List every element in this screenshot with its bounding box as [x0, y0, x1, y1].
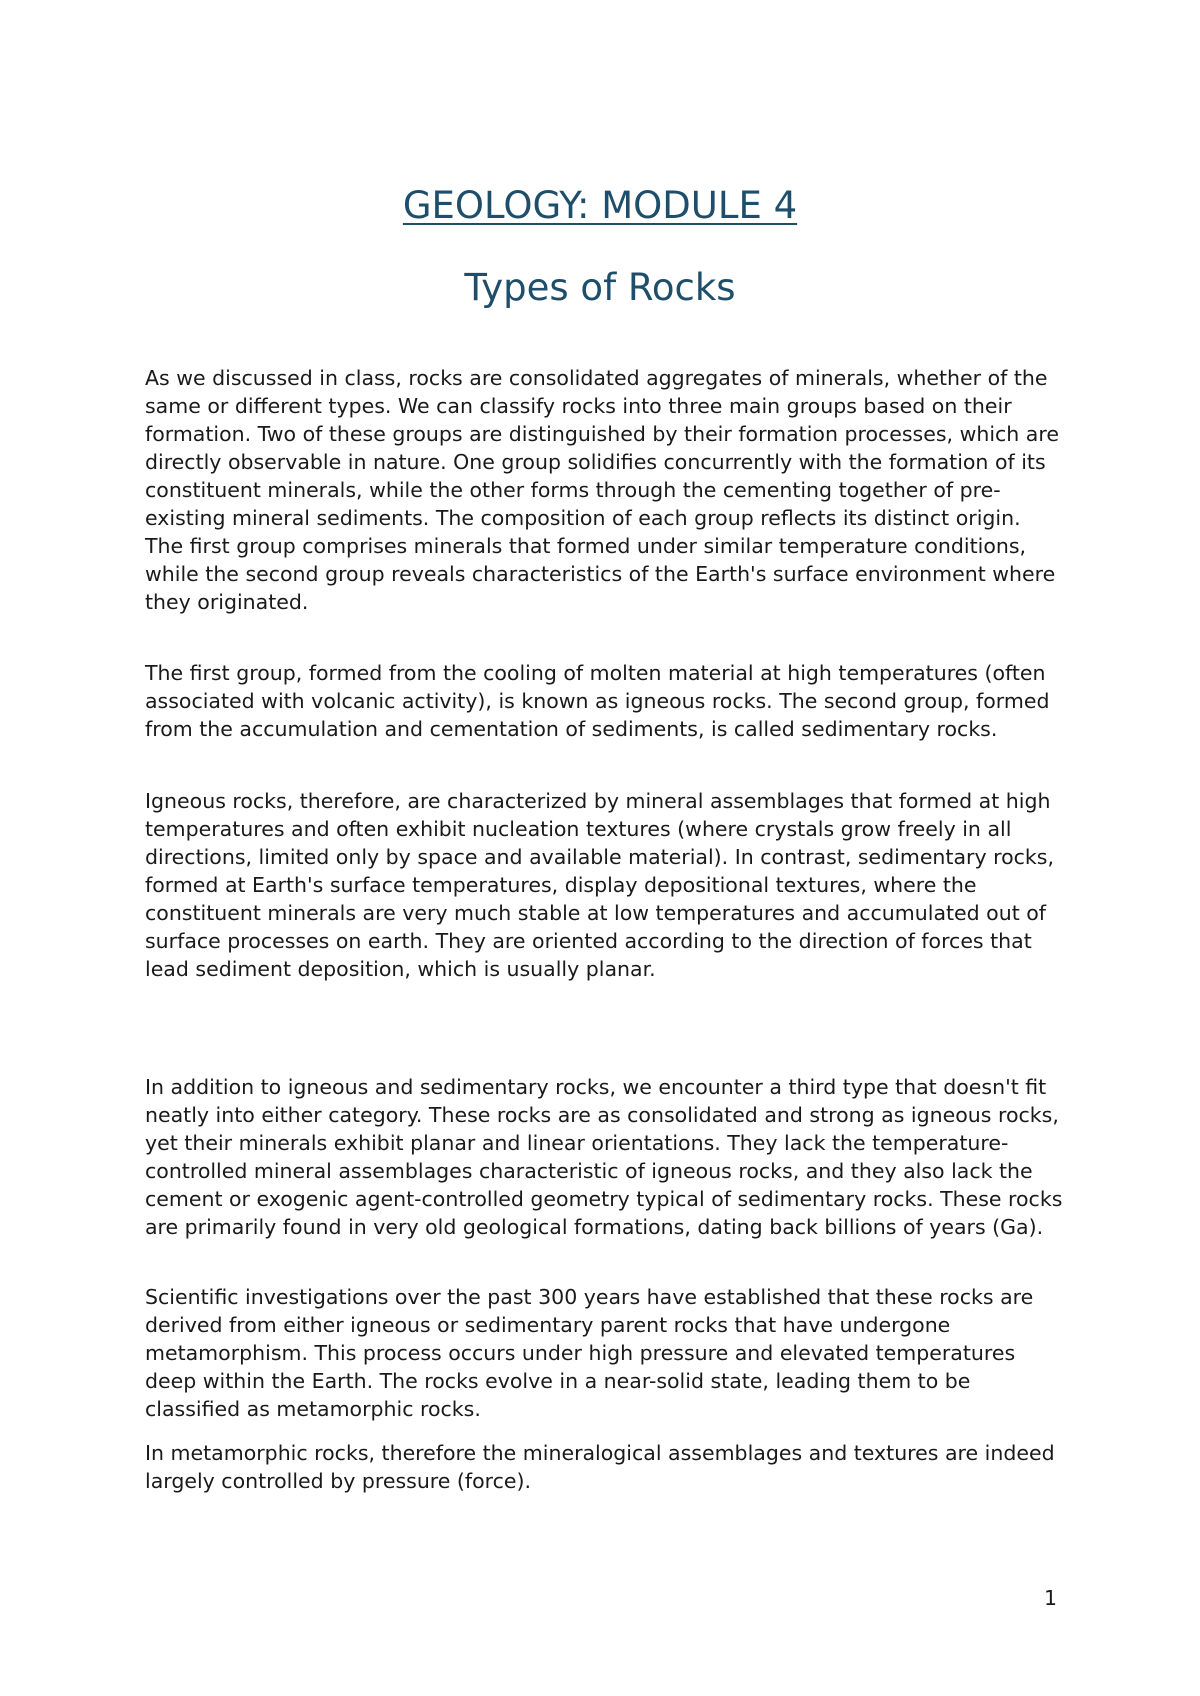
- paragraph-rock-classification: As we discussed in class, rocks are consolidated aggregates of minerals, whether of the same or different types. We can classify rocks into three main groups based on their formation. Two of these groups are distinguished by their formation processes, which are directly observable in nature. One group solidifies concurrently with the formation of its constituent minerals, while the other forms through the cementing together of pre-existing mineral sediments. The composition of each group reflects its distinct origin. The first group comprises minerals that formed under similar temperature conditions, while the second group reveals characteristics of the Earth's surface environment where they originated.: [145, 366, 1059, 614]
- paragraph-third-type: In addition to igneous and sedimentary rocks, we encounter a third type that doesn't fit neatly into either category. These rocks are as consolidated and strong as igneous rocks, yet their minerals exhibit planar and linear orientations. They lack the temperature-controlled mineral assemblages characteristic of igneous rocks, and they also lack the cement or exogenic agent-controlled geometry typical of sedimentary rocks. These rocks are primarily found in very old geological formations, dating back billions of years (Ga).: [145, 1075, 1063, 1239]
- page-number: 1: [1043, 1586, 1057, 1610]
- paragraph-igneous-sedimentary-definition: The first group, formed from the cooling of molten material at high temperatures (often associated with volcanic activity), is known as igneous rocks. The second group, formed from the accumulation and cementation of sediments, is called sedimentary rocks.: [145, 661, 1050, 741]
- document-title: GEOLOGY: MODULE 4: [402, 184, 798, 227]
- paragraph-textures: Igneous rocks, therefore, are characterized by mineral assemblages that formed at high temperatures and often exhibit nucleation textures (where crystals grow freely in all directions, limited only by space and available material). In contrast, sedimentary rocks, formed at Earth's surface temperatures, display depositional textures, where the constituent minerals are very much stable at low temperatures and accumulated out of surface processes on earth. They are oriented according to the direction of forces that lead sediment deposition, which is usually planar.: [145, 789, 1054, 981]
- paragraph-metamorphic-control: In metamorphic rocks, therefore the mineralogical assemblages and textures are indeed largely controlled by pressure (force).: [145, 1441, 1055, 1493]
- document-subtitle: Types of Rocks: [464, 266, 736, 309]
- paragraph-metamorphism: Scientific investigations over the past 300 years have established that these rocks are derived from either igneous or sedimentary parent rocks that have undergone metamorphism. This process occurs under high pressure and elevated temperatures deep within the Earth. The rocks evolve in a near-solid state, leading them to be classified as metamorphic rocks.: [145, 1285, 1034, 1421]
